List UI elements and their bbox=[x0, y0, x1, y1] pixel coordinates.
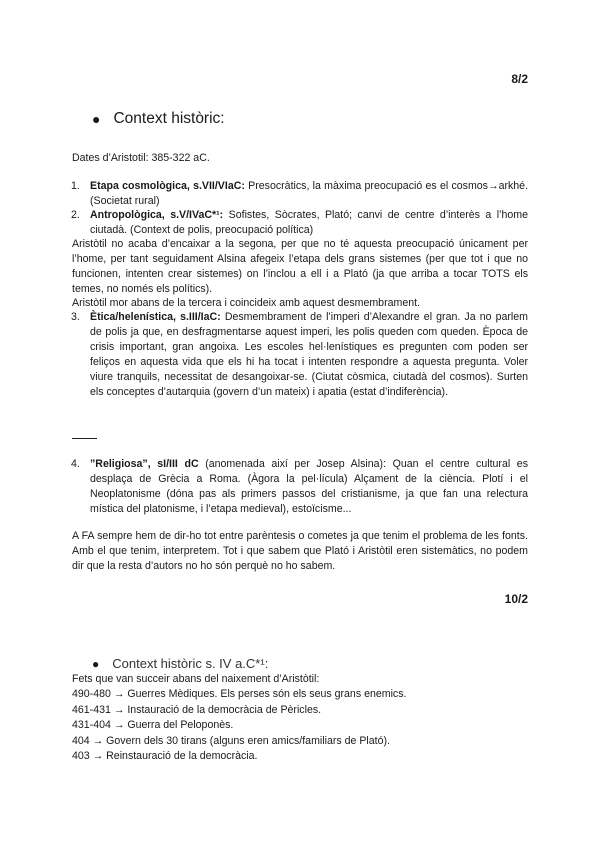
list-item: 490-480 → Guerres Mèdiques. Els perses són els seus grans enemics. bbox=[72, 688, 407, 701]
bullet-icon: ● bbox=[92, 111, 101, 127]
section-heading bbox=[92, 656, 268, 671]
list-item-title: Antropològica, s.V/IVaC*¹: bbox=[90, 209, 224, 221]
list-item: 431-404 → Guerra del Peloponès. bbox=[72, 719, 234, 732]
list-item-title: Etapa cosmològica, s.VII/VIaC: bbox=[90, 180, 245, 192]
list-item-text: Desmembrament de l’imperi d’Alexandre el gran. Ja no parlem de polis ja que, en desfragmentarse aquest imperi, les polis queden com queden. Època de crisis important, gran angoixa. Les escoles hel·lenístiques es pregunten com poden ser feliços en aquesta vida que els hi ha tocat i intenten respondre a aquesta pregunta. Voler viure tranquils, necessitat de desangoixar-se. (Ciutat còsmica, ciutadà del cosmos). Surten els conceptes d’autarquia (govern d’un mateix) i apatia (estat d’indiferència). bbox=[90, 311, 528, 398]
list-item bbox=[71, 457, 528, 517]
section-heading-text: Context històric: bbox=[113, 110, 225, 127]
list-item-number: 1. bbox=[71, 180, 80, 192]
list-item-number: 2. bbox=[71, 209, 80, 221]
paragraph: Aristòtil mor abans de la tercera i coincideix amb aquest desmembrament. bbox=[72, 297, 420, 309]
events-list bbox=[72, 672, 406, 764]
bullet-icon: ● bbox=[92, 656, 100, 671]
list-item bbox=[71, 208, 528, 238]
list-item-number: 4. bbox=[71, 458, 80, 470]
list-item-title: Ètica/helenística, s.III/IaC: bbox=[90, 311, 221, 323]
list-item bbox=[71, 310, 528, 400]
section-heading bbox=[92, 110, 225, 128]
list-item bbox=[71, 179, 529, 209]
page-number: 10/2 bbox=[504, 592, 528, 606]
list-item: 404 → Govern dels 30 tirans (alguns eren amics/familiars de Plató). bbox=[72, 734, 390, 747]
events-intro: Fets que van succeir abans del naixement d’Aristòtil: bbox=[72, 673, 320, 685]
list-item-text: Sofistes, Sòcrates, Plató; canvi de centre d’interès a l’home ciutadà. (Context de polis, preocupació política) bbox=[90, 209, 528, 236]
list-item-text: (anomenada així per Josep Alsina): Quan el centre cultural es desplaça de Grècia a Roma. (Àgora la pel·lícula) Alçament de la ciència. Plotí i el Neoplatonisme (dóna pas als primers passos del cristianisme, ja que fan una relectura mística del platonisme, i l’etapa medieval), estoïcisme... bbox=[90, 458, 528, 515]
section-heading-text: Context històric s. IV a.C*¹: bbox=[112, 656, 269, 671]
dates-line: Dates d’Aristotil: 385-322 aC. bbox=[72, 152, 210, 164]
paragraph: Aristòtil no acaba d’encaixar a la segona, per que no té aquesta preocupació únicament per l’home, per tant seguidament Alsina afegeix l’etapa dels grans sistemes (per que tot i que no funcionen, intenten crear sistemes) on l’inclou a ell i a Plató (ja que arriba a tocar TOTS els temes, no només els polítics). bbox=[72, 238, 528, 295]
divider bbox=[72, 438, 97, 439]
list-item: 461-431 → Instauració de la democràcia de Pèricles. bbox=[72, 703, 322, 716]
list-item-number: 3. bbox=[71, 311, 80, 323]
page-number: 8/2 bbox=[511, 72, 528, 86]
list-item: 403 → Reinstauració de la democràcia. bbox=[72, 750, 258, 763]
paragraph: A FA sempre hem de dir-ho tot entre parèntesis o cometes ja que tenim el problema de les fonts. Amb el que tenim, interpretem. Tot i que sabem que Plató i Aristòtil eren sistemàtics, no podem dir que la resta d’autors no ho són perquè no ho sabem. bbox=[72, 530, 528, 572]
list-item-title: ”Religiosa”, sI/III dC bbox=[90, 458, 199, 470]
list-item-text: Presocràtics, la màxima preocupació es el cosmos→arkhé. (Societat rural) bbox=[90, 180, 529, 207]
